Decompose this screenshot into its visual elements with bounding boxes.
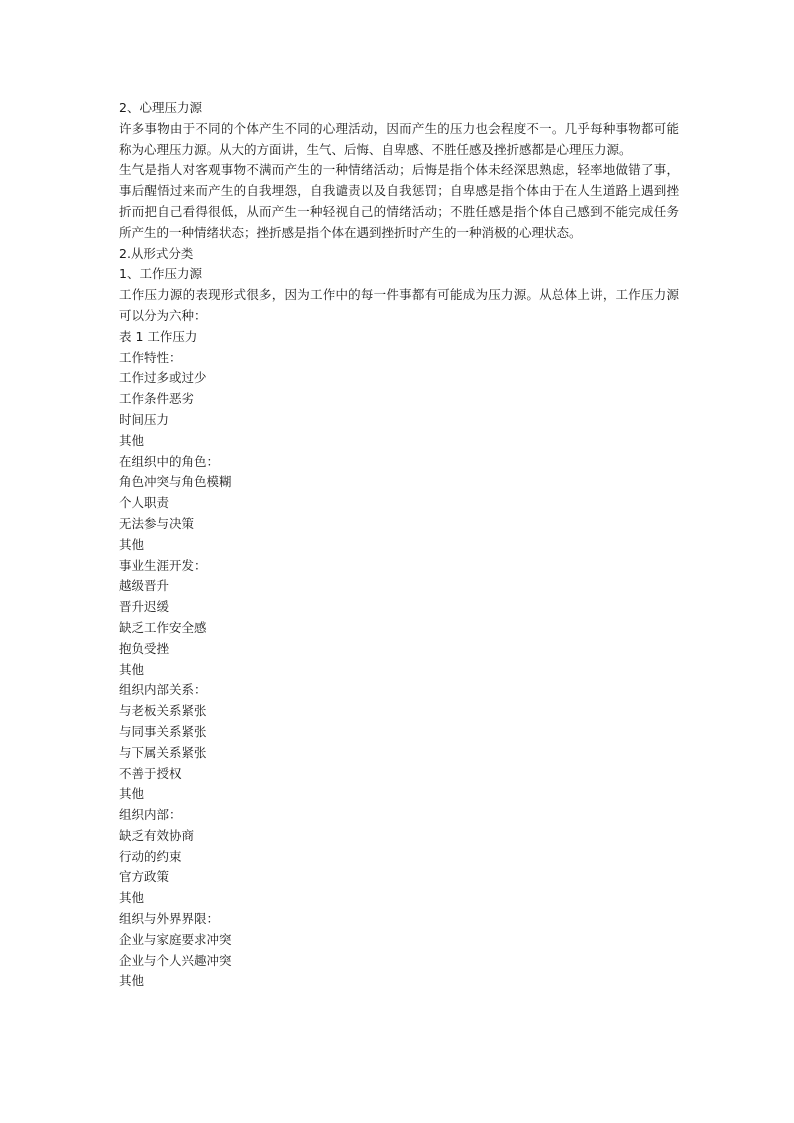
category-item: 与同事关系紧张 xyxy=(119,723,207,739)
category-item: 缺乏工作安全感 xyxy=(119,619,207,635)
category-title: 组织内部： xyxy=(119,807,182,823)
category-item: 越级晋升 xyxy=(119,578,170,594)
category-item: 企业与家庭要求冲突 xyxy=(119,931,232,947)
category-item: 无法参与决策 xyxy=(119,515,195,531)
category-item: 不善于授权 xyxy=(119,765,182,781)
category-title: 在组织中的角色： xyxy=(119,453,220,469)
table-title: 表 1 工作压力 xyxy=(119,328,198,344)
category-item: 与下属关系紧张 xyxy=(119,744,207,760)
category-item: 其他 xyxy=(119,890,145,906)
category-item: 官方政策 xyxy=(119,869,170,885)
category-title: 组织与外界界限： xyxy=(119,911,220,927)
category-item: 其他 xyxy=(119,661,145,677)
work-paragraph: 工作压力源的表现形式很多，因为工作中的每一件事都有可能成为压力源。从总体上讲，工作压力源可以分为六种： xyxy=(119,287,679,323)
category-item: 其他 xyxy=(119,536,145,552)
category-item: 与老板关系紧张 xyxy=(119,703,207,719)
category-item: 其他 xyxy=(119,786,145,802)
category-item: 行动的约束 xyxy=(119,848,182,864)
intro-paragraph: 许多事物由于不同的个体产生不同的心理活动，因而产生的压力也会程度不一。几乎每种事物都可能称为心理压力源。从大的方面讲，生气、后悔、自卑感、不胜任感及挫折感都是心理压力源。 xyxy=(119,120,679,157)
category-item: 工作过多或过少 xyxy=(119,370,207,386)
category-item: 其他 xyxy=(119,432,145,448)
category-title: 组织内部关系： xyxy=(119,682,207,698)
category-title: 工作特性： xyxy=(119,349,182,365)
category-item: 工作条件恶劣 xyxy=(119,391,195,407)
work-heading: 1、工作压力源 xyxy=(119,266,202,282)
category-item: 角色冲突与角色模糊 xyxy=(119,474,232,490)
category-item: 时间压力 xyxy=(119,411,170,427)
form-heading: 2.从形式分类 xyxy=(119,245,194,261)
detail-paragraph: 生气是指人对客观事物不满而产生的一种情绪活动；后悔是指个体未经深思熟虑，轻率地做错了事，事后醒悟过来而产生的自我埋怨，自我谴责以及自我惩罚；自卑感是指个体由于在人生道路上遇到挫折而把自己看得很低，从而产生一种轻视自己的情绪活动；不胜任感是指个体自己感到不能完成任务所产生的一种情绪状态；挫折感是指个体在遇到挫折时产生的一种消极的心理状态。 xyxy=(119,162,679,240)
document-page xyxy=(119,98,679,992)
category-item: 企业与个人兴趣冲突 xyxy=(119,952,232,968)
category-item: 抱负受挫 xyxy=(119,640,170,656)
category-item: 个人职责 xyxy=(119,495,170,511)
category-item: 其他 xyxy=(119,973,145,989)
section-heading: 2、心理压力源 xyxy=(119,100,202,115)
category-item: 晋升迟缓 xyxy=(119,599,170,615)
category-item: 缺乏有效协商 xyxy=(119,827,195,843)
category-list xyxy=(119,348,679,993)
category-title: 事业生涯开发： xyxy=(119,557,207,573)
